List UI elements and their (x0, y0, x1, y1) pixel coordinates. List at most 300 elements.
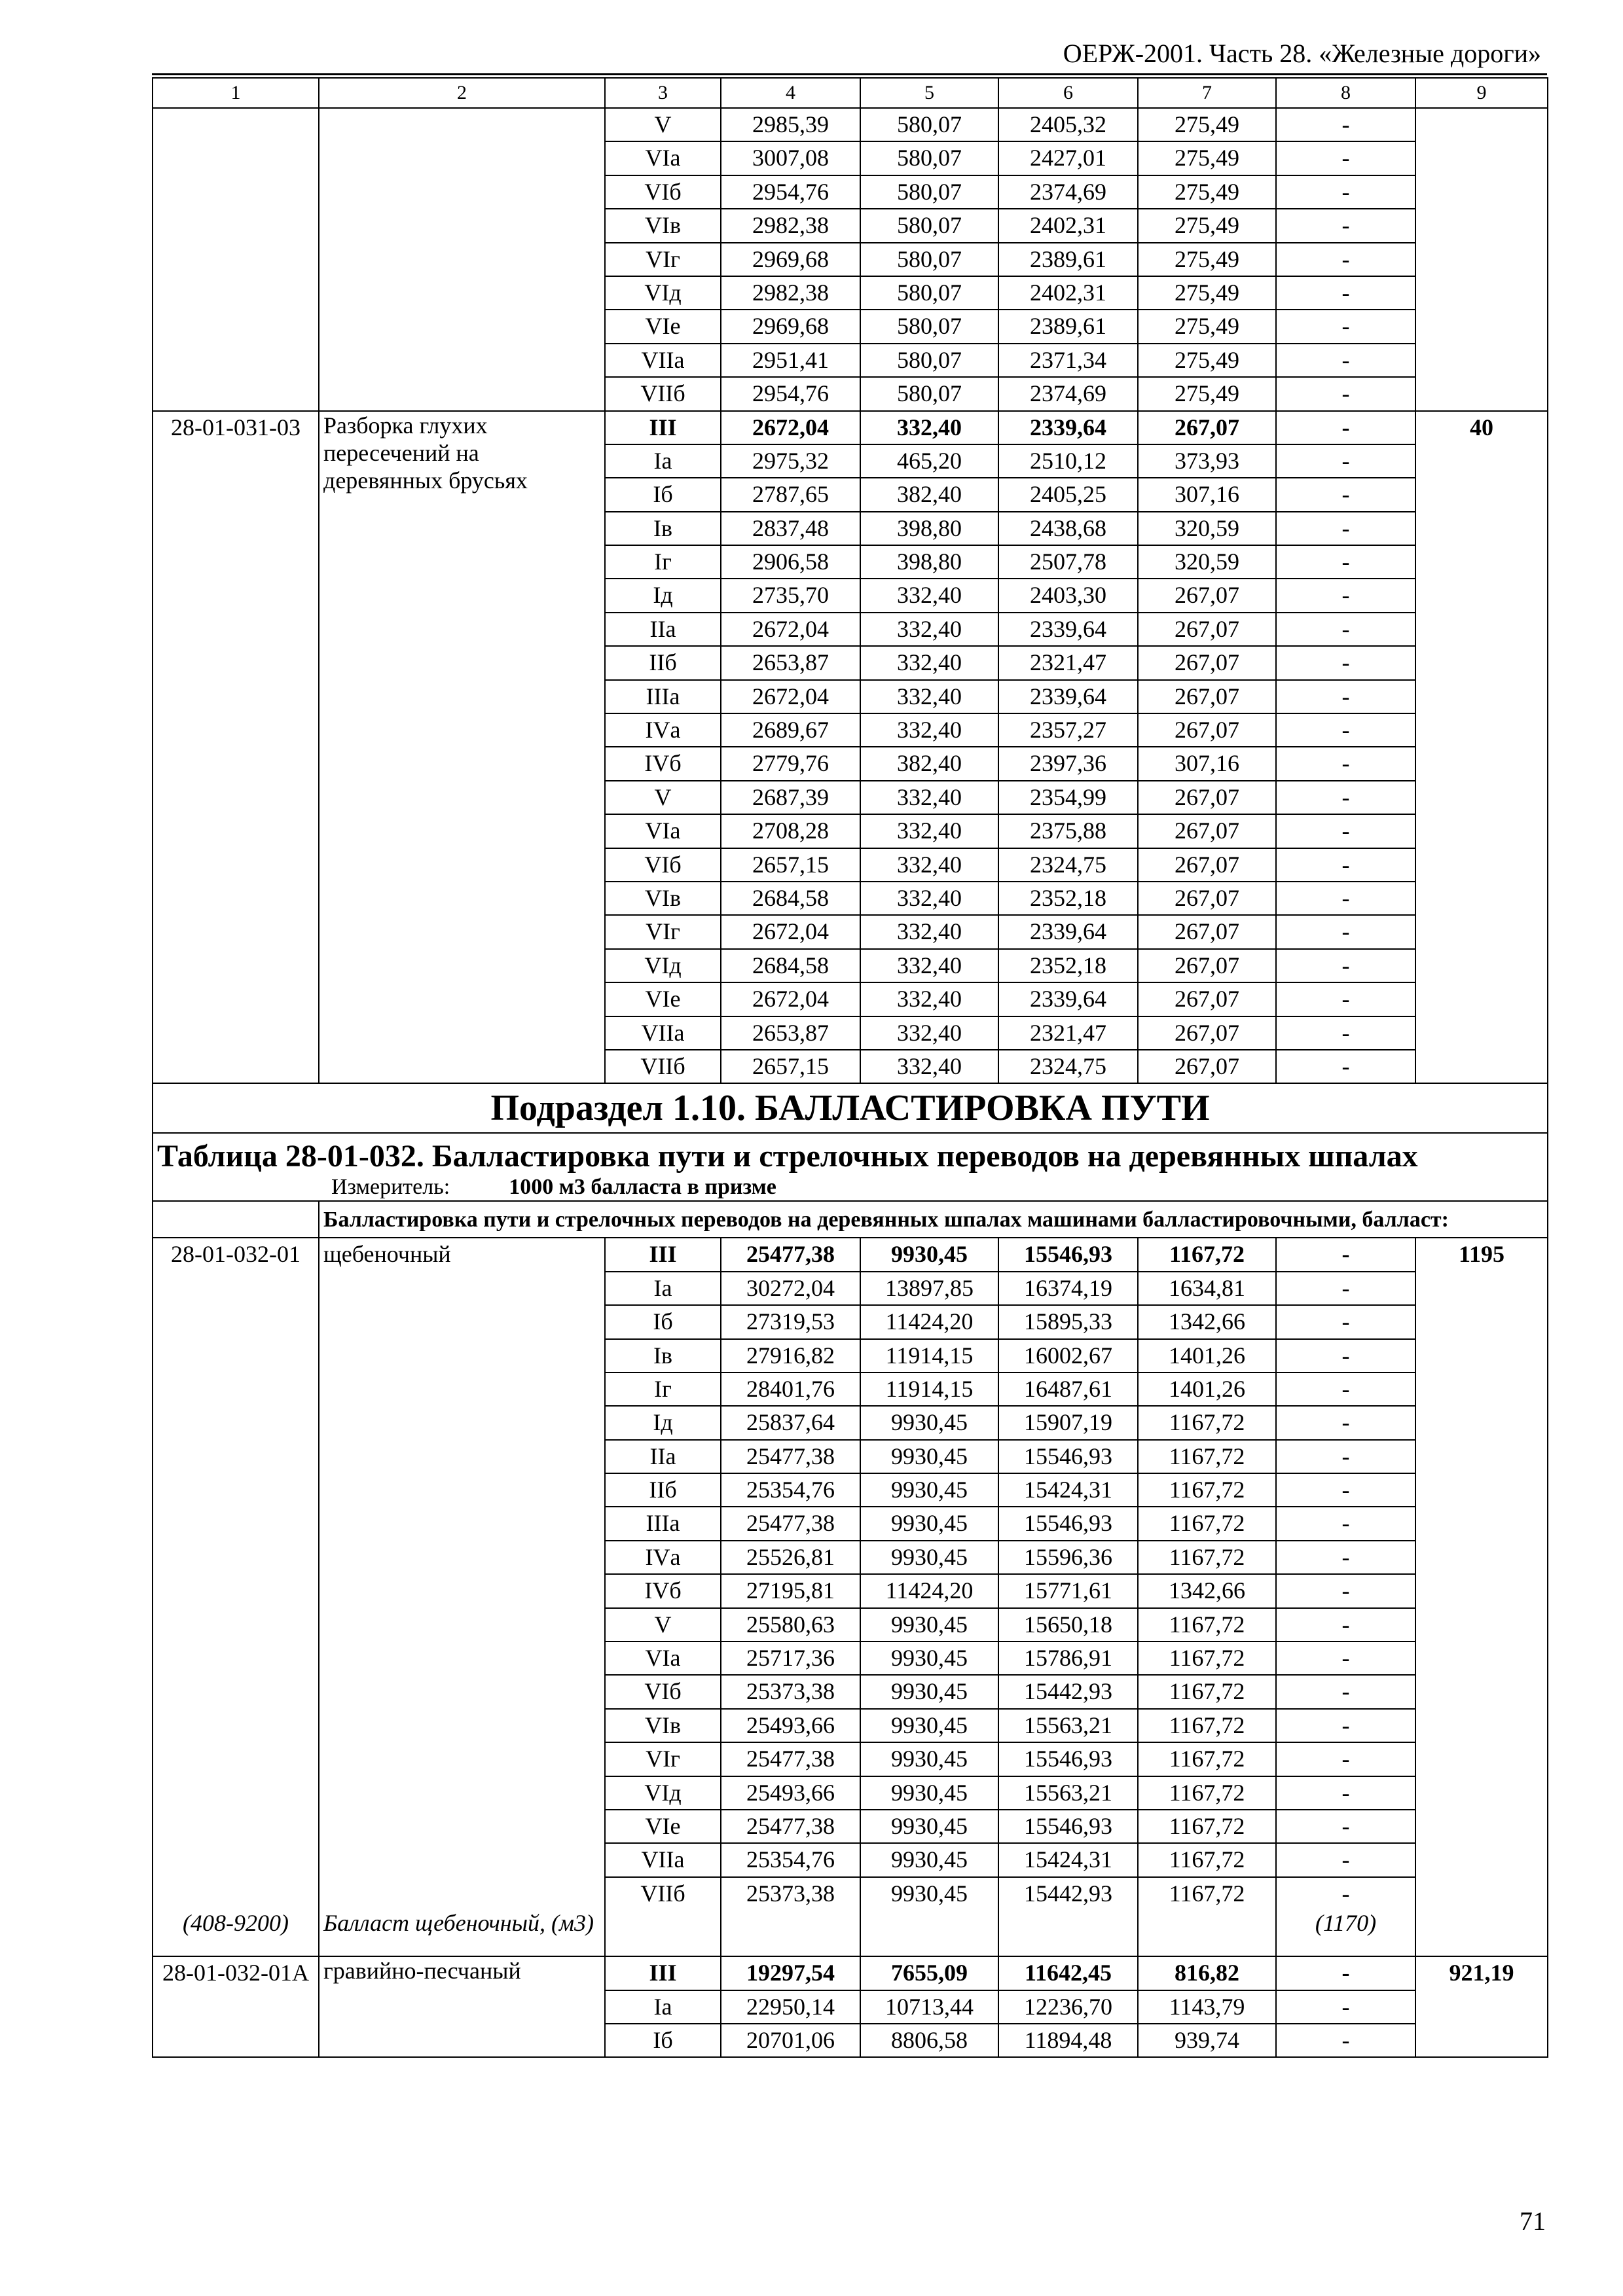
machinist-wages-cell: 275,49 (1138, 377, 1276, 410)
class-cell: VIг (605, 1742, 721, 1776)
column-number: 2 (319, 78, 605, 108)
wages-cell: 9930,45 (860, 1507, 998, 1540)
wages-cell: 332,40 (860, 814, 998, 848)
machines-cell: 2427,01 (998, 141, 1138, 175)
materials-cell: - (1276, 1507, 1415, 1540)
table-row (153, 1956, 1548, 1990)
total-cost-cell: 25580,63 (721, 1608, 860, 1641)
materials-cell: - (1276, 444, 1415, 478)
machinist-wages-cell: 1167,72 (1138, 1238, 1276, 1271)
machinist-wages-cell: 1167,72 (1138, 1843, 1276, 1876)
class-cell: IIIа (605, 1507, 721, 1540)
machinist-wages-cell: 320,59 (1138, 545, 1276, 579)
total-cost-cell: 2982,38 (721, 209, 860, 242)
machinist-wages-cell: 1342,66 (1138, 1574, 1276, 1607)
machines-cell: 2339,64 (998, 411, 1138, 444)
total-cost-cell: 2708,28 (721, 814, 860, 848)
machinist-wages-cell: 267,07 (1138, 680, 1276, 713)
machinist-wages-cell: 267,07 (1138, 411, 1276, 444)
materials-cell: - (1276, 915, 1415, 948)
class-cell: VIв (605, 209, 721, 242)
header-title: ОЕРЖ-2001. Часть 28. «Железные дороги» (1063, 39, 1541, 68)
materials-cell: - (1276, 1473, 1415, 1507)
table-title-row (153, 1133, 1548, 1201)
wages-cell: 9930,45 (860, 1709, 998, 1742)
machinist-wages-cell: 275,49 (1138, 209, 1276, 242)
machines-cell (998, 1877, 1138, 1910)
machinist-wages-cell: 1167,72 (1138, 1709, 1276, 1742)
machines-cell: 2357,27 (998, 713, 1138, 747)
class-cell: IVа (605, 713, 721, 747)
materials-cell: - (1276, 1810, 1415, 1843)
materials-cell: - (1276, 1541, 1415, 1574)
class-cell: VIе (605, 1810, 721, 1843)
column-number: 8 (1276, 78, 1415, 108)
wages-cell: 9930,45 (860, 1675, 998, 1708)
class-cell: VIв (605, 882, 721, 915)
machinist-wages-cell: 267,07 (1138, 982, 1276, 1016)
machines-cell: 15424,31 (998, 1843, 1138, 1876)
total-cost-cell: 25493,66 (721, 1776, 860, 1810)
class-cell: IIб (605, 1473, 721, 1507)
machinist-wages-cell: 1167,72 (1138, 1742, 1276, 1776)
machines-cell: 15786,91 (998, 1641, 1138, 1675)
total-cost-cell: 2657,15 (721, 1050, 860, 1083)
machines-cell: 2405,32 (998, 108, 1138, 141)
total-cost-cell: 2653,87 (721, 1016, 860, 1050)
class-cell: IIIа (605, 680, 721, 713)
class-cell: Iг (605, 1372, 721, 1406)
wages-cell: 332,40 (860, 613, 998, 646)
materials-cell: - (1276, 1641, 1415, 1675)
wages-cell: 7655,09 (860, 1956, 998, 1990)
machinist-wages-cell: 267,07 (1138, 613, 1276, 646)
machinist-wages-cell: 1167,72 (1138, 1641, 1276, 1675)
machinist-wages-cell: 1167,72 (1138, 1406, 1276, 1439)
wages-cell: 9930,45 (860, 1541, 998, 1574)
wages-cell: 332,40 (860, 982, 998, 1016)
machinist-wages-cell: 1342,66 (1138, 1305, 1276, 1338)
total-cost-cell (721, 1877, 860, 1910)
class-cell: V (605, 1608, 721, 1641)
class-value: VIIб (640, 1880, 685, 1907)
class-cell: VIб (605, 848, 721, 882)
materials-cell: - (1276, 949, 1415, 982)
class-cell: Iд (605, 579, 721, 612)
empty-cell (153, 1201, 319, 1238)
code-cell: 28-01-032-01 (153, 1238, 319, 1910)
machines-cell: 15596,36 (998, 1541, 1138, 1574)
wages-cell: 580,07 (860, 243, 998, 276)
materials-cell: - (1276, 1238, 1415, 1271)
column-number: 4 (721, 78, 860, 108)
machines-cell: 2321,47 (998, 1016, 1138, 1050)
total-cost-cell: 2672,04 (721, 982, 860, 1016)
wages-cell: 9930,45 (860, 1608, 998, 1641)
materials-cell: - (1276, 613, 1415, 646)
class-cell: VIе (605, 310, 721, 343)
group-description-row (153, 1201, 1548, 1238)
table-row (153, 1910, 1548, 1956)
machinist-wages-cell: 1167,72 (1138, 1440, 1276, 1473)
materials-cell: - (1276, 1406, 1415, 1439)
table-title-cell (153, 1133, 1548, 1201)
machines-cell: 15907,19 (998, 1406, 1138, 1439)
name-cell (319, 108, 605, 411)
resource-code: (408-9200) (153, 1910, 319, 1956)
wages-cell: 8806,58 (860, 2024, 998, 2057)
wages-cell: 9930,45 (860, 1440, 998, 1473)
total-cost-cell: 20701,06 (721, 2024, 860, 2057)
col9-cell: 921,19 (1415, 1956, 1548, 2057)
total-cost-cell: 2985,39 (721, 108, 860, 141)
wages-cell: 9930,45 (860, 1406, 998, 1439)
materials-cell: - (1276, 175, 1415, 209)
column-number: 1 (153, 78, 319, 108)
materials-cell: - (1276, 141, 1415, 175)
class-cell: III (605, 1238, 721, 1271)
machinist-wages-cell: 267,07 (1138, 848, 1276, 882)
class-cell: VIа (605, 141, 721, 175)
name-cell: гравийно-песчаный (319, 1956, 605, 2057)
machines-cell: 15895,33 (998, 1305, 1138, 1338)
total-cost-cell: 2969,68 (721, 243, 860, 276)
column-number: 9 (1415, 78, 1548, 108)
machines-cell: 15424,31 (998, 1473, 1138, 1507)
class-cell: Iг (605, 545, 721, 579)
machines-cell: 2403,30 (998, 579, 1138, 612)
class-cell: V (605, 781, 721, 814)
column-number-row (153, 78, 1548, 108)
class-cell: Iв (605, 512, 721, 545)
total-cost-cell: 25837,64 (721, 1406, 860, 1439)
class-cell: VIа (605, 814, 721, 848)
machinist-wages-cell: 267,07 (1138, 915, 1276, 948)
machinist-wages-cell: 373,93 (1138, 444, 1276, 478)
class-cell: VIе (605, 982, 721, 1016)
wages-cell: 9930,45 (860, 1473, 998, 1507)
wages-cell: 580,07 (860, 108, 998, 141)
column-number: 7 (1138, 78, 1276, 108)
code-cell: 28-01-031-03 (153, 411, 319, 1084)
wages-cell: 9930,45 (860, 1776, 998, 1810)
machinist-wages-cell: 1167,72 (1138, 1810, 1276, 1843)
col9-cell (1415, 108, 1548, 411)
machines-cell: 2339,64 (998, 982, 1138, 1016)
column-number: 3 (605, 78, 721, 108)
class-cell: VIг (605, 915, 721, 948)
materials-cell: - (1276, 1016, 1415, 1050)
total-cost-cell: 25477,38 (721, 1440, 860, 1473)
empty-cell (721, 1910, 860, 1956)
machines-cell: 15546,93 (998, 1440, 1138, 1473)
machinist-wages-cell: 320,59 (1138, 512, 1276, 545)
wages-cell: 332,40 (860, 1050, 998, 1083)
code-cell (153, 108, 319, 411)
machinist-wages-cell: 275,49 (1138, 276, 1276, 310)
class-cell (605, 1877, 721, 1910)
total-cost-cell: 2954,76 (721, 377, 860, 410)
materials-cell: - (1276, 243, 1415, 276)
machines-cell: 2352,18 (998, 949, 1138, 982)
machines-value: 15442,93 (1024, 1880, 1112, 1907)
class-cell: Iд (605, 1406, 721, 1439)
col9-cell: 1195 (1415, 1238, 1548, 1956)
class-cell: IVб (605, 1574, 721, 1607)
total-cost-cell: 25526,81 (721, 1541, 860, 1574)
machinist-wages-cell: 1167,72 (1138, 1473, 1276, 1507)
machines-cell: 2375,88 (998, 814, 1138, 848)
machinist-wages-cell: 267,07 (1138, 579, 1276, 612)
materials-cell: - (1276, 2024, 1415, 2057)
materials-cell: - (1276, 209, 1415, 242)
machines-cell: 2354,99 (998, 781, 1138, 814)
class-cell: VIIа (605, 1843, 721, 1876)
machinist-wages-cell: 1167,72 (1138, 1541, 1276, 1574)
materials-cell: - (1276, 310, 1415, 343)
materials-cell: - (1276, 1990, 1415, 2024)
class-cell: IIа (605, 1440, 721, 1473)
machinist-wages-cell: 1167,72 (1138, 1776, 1276, 1810)
wages-cell: 580,07 (860, 310, 998, 343)
wages-cell: 9930,45 (860, 1810, 998, 1843)
machines-cell: 11642,45 (998, 1956, 1138, 1990)
materials-cell: - (1276, 1608, 1415, 1641)
class-cell: Iа (605, 444, 721, 478)
machines-cell: 2507,78 (998, 545, 1138, 579)
total-cost-cell: 2672,04 (721, 680, 860, 713)
class-cell: Iа (605, 1272, 721, 1305)
machinist-wages-cell: 267,07 (1138, 713, 1276, 747)
wages-cell: 9930,45 (860, 1742, 998, 1776)
class-cell: Iб (605, 1305, 721, 1338)
materials-cell: - (1276, 344, 1415, 377)
class-cell: III (605, 411, 721, 444)
table-row (153, 411, 1548, 444)
machines-cell: 15563,21 (998, 1776, 1138, 1810)
empty-cell (1138, 1910, 1276, 1956)
machinist-wages-cell: 816,82 (1138, 1956, 1276, 1990)
total-cost-cell: 2787,65 (721, 478, 860, 511)
machinist-wages-cell: 1167,72 (1138, 1507, 1276, 1540)
wages-cell: 11914,15 (860, 1372, 998, 1406)
total-cost-cell: 27916,82 (721, 1339, 860, 1372)
materials-cell: - (1276, 1956, 1415, 1990)
wages-cell: 332,40 (860, 680, 998, 713)
machinist-wages-cell: 267,07 (1138, 814, 1276, 848)
class-cell: VIб (605, 175, 721, 209)
empty-cell (605, 1910, 721, 1956)
empty-cell (998, 1910, 1138, 1956)
wages-cell: 11424,20 (860, 1574, 998, 1607)
wages-cell: 465,20 (860, 444, 998, 478)
machines-cell: 15546,93 (998, 1810, 1138, 1843)
total-cost-cell: 2657,15 (721, 848, 860, 882)
machines-cell: 2438,68 (998, 512, 1138, 545)
wages-cell: 580,07 (860, 276, 998, 310)
total-cost-cell: 2684,58 (721, 882, 860, 915)
total-cost-cell: 25477,38 (721, 1742, 860, 1776)
total-cost-cell: 25477,38 (721, 1238, 860, 1271)
machines-cell: 2339,64 (998, 915, 1138, 948)
machines-cell: 2352,18 (998, 882, 1138, 915)
machinist-wages-cell: 275,49 (1138, 243, 1276, 276)
machines-cell: 2321,47 (998, 646, 1138, 679)
wages-cell: 9930,45 (860, 1641, 998, 1675)
total-cost-cell: 2982,38 (721, 276, 860, 310)
meter (157, 1174, 1543, 1200)
machines-cell: 2510,12 (998, 444, 1138, 478)
materials-cell: - (1276, 108, 1415, 141)
materials-cell: - (1276, 646, 1415, 679)
machines-cell: 2402,31 (998, 276, 1138, 310)
table-row (153, 1238, 1548, 1271)
materials-cell: - (1276, 1675, 1415, 1708)
class-cell: IVб (605, 747, 721, 780)
machinist-wages-cell: 1634,81 (1138, 1272, 1276, 1305)
materials-cell: - (1276, 1339, 1415, 1372)
total-cost-cell: 2779,76 (721, 747, 860, 780)
machines-cell: 15546,93 (998, 1238, 1138, 1271)
machinist-wages-cell: 275,49 (1138, 141, 1276, 175)
machinist-wages-cell: 307,16 (1138, 478, 1276, 511)
class-cell: V (605, 108, 721, 141)
machinist-wages-cell: 939,74 (1138, 2024, 1276, 2057)
machines-cell: 15563,21 (998, 1709, 1138, 1742)
materials-cell: - (1276, 478, 1415, 511)
subsection-title: Подраздел 1.10. БАЛЛАСТИРОВКА ПУТИ (153, 1083, 1548, 1133)
name-cell: Разборка глухих пересечений на деревянных брусьях (319, 411, 605, 1084)
class-cell: VIд (605, 949, 721, 982)
class-cell: VIIа (605, 1016, 721, 1050)
materials-cell: - (1276, 982, 1415, 1016)
class-cell: IIа (605, 613, 721, 646)
machines-cell: 2371,34 (998, 344, 1138, 377)
total-cost-cell: 22950,14 (721, 1990, 860, 2024)
total-cost-cell: 30272,04 (721, 1272, 860, 1305)
machinist-wages-cell: 267,07 (1138, 882, 1276, 915)
machines-cell: 2405,25 (998, 478, 1138, 511)
table-title: Таблица 28-01-032. Балластировка пути и стрелочных переводов на деревянных шпалах (157, 1139, 1418, 1174)
total-cost-cell: 25717,36 (721, 1641, 860, 1675)
total-cost-cell: 27319,53 (721, 1305, 860, 1338)
machines-cell: 2389,61 (998, 243, 1138, 276)
materials-cell: - (1276, 848, 1415, 882)
wages-cell: 332,40 (860, 1016, 998, 1050)
wages-cell: 332,40 (860, 713, 998, 747)
materials-cell: - (1276, 1440, 1415, 1473)
materials-cell: - (1276, 1709, 1415, 1742)
machinist-wages-cell: 267,07 (1138, 949, 1276, 982)
total-cost-cell: 3007,08 (721, 141, 860, 175)
machines-cell: 16002,67 (998, 1339, 1138, 1372)
page-number: 71 (1520, 2206, 1546, 2236)
machinist-wages-cell: 267,07 (1138, 1050, 1276, 1083)
machines-cell: 16374,19 (998, 1272, 1138, 1305)
total-cost-cell: 2837,48 (721, 512, 860, 545)
wages-cell: 9930,45 (860, 1843, 998, 1876)
class-cell: Iа (605, 1990, 721, 2024)
machines-cell: 2402,31 (998, 209, 1138, 242)
machines-cell: 2339,64 (998, 613, 1138, 646)
column-number: 5 (860, 78, 998, 108)
class-cell: IIб (605, 646, 721, 679)
machinist-wages-value: 1167,72 (1169, 1880, 1245, 1907)
total-cost-cell: 2951,41 (721, 344, 860, 377)
rates-table (152, 77, 1548, 2058)
machinist-wages-cell: 1167,72 (1138, 1675, 1276, 1708)
materials-cell: - (1276, 512, 1415, 545)
machines-cell: 12236,70 (998, 1990, 1138, 2024)
wages-cell: 580,07 (860, 344, 998, 377)
class-cell: VIд (605, 276, 721, 310)
class-cell: VIб (605, 1675, 721, 1708)
meter-label: Измеритель: (331, 1175, 450, 1200)
machinist-wages-cell: 275,49 (1138, 344, 1276, 377)
wages-cell: 398,80 (860, 512, 998, 545)
machinist-wages-cell: 307,16 (1138, 747, 1276, 780)
wages-cell: 332,40 (860, 915, 998, 948)
header-rule (152, 73, 1547, 75)
class-cell: VIIб (605, 377, 721, 410)
total-cost-cell: 2684,58 (721, 949, 860, 982)
machinist-wages-cell: 267,07 (1138, 646, 1276, 679)
materials-cell: - (1276, 882, 1415, 915)
machines-cell: 15650,18 (998, 1608, 1138, 1641)
class-cell: VIа (605, 1641, 721, 1675)
machines-cell: 15546,93 (998, 1742, 1138, 1776)
wages-cell (860, 1877, 998, 1910)
class-cell: VIIа (605, 344, 721, 377)
wages-cell: 580,07 (860, 175, 998, 209)
total-cost-cell: 2906,58 (721, 545, 860, 579)
materials-cell: - (1276, 814, 1415, 848)
materials-cell: - (1276, 1843, 1415, 1876)
table-row (153, 108, 1548, 141)
machines-cell: 2374,69 (998, 175, 1138, 209)
class-cell: IVа (605, 1541, 721, 1574)
total-cost-cell: 28401,76 (721, 1372, 860, 1406)
materials-cell: - (1276, 411, 1415, 444)
wages-cell: 580,07 (860, 377, 998, 410)
materials-cell (1276, 1877, 1415, 1910)
total-cost-cell: 2689,67 (721, 713, 860, 747)
machines-cell: 2389,61 (998, 310, 1138, 343)
class-cell: VIIб (605, 1050, 721, 1083)
materials-cell: - (1276, 545, 1415, 579)
machines-cell: 15442,93 (998, 1675, 1138, 1708)
materials-cell: - (1276, 1372, 1415, 1406)
materials-cell: - (1276, 747, 1415, 780)
wages-cell: 332,40 (860, 411, 998, 444)
wages-cell: 382,40 (860, 478, 998, 511)
total-cost-cell: 2975,32 (721, 444, 860, 478)
wages-value: 9930,45 (891, 1880, 968, 1907)
machinist-wages-cell: 275,49 (1138, 310, 1276, 343)
wages-cell: 382,40 (860, 747, 998, 780)
total-cost-cell: 19297,54 (721, 1956, 860, 1990)
machines-cell: 2339,64 (998, 680, 1138, 713)
total-cost-cell: 2672,04 (721, 613, 860, 646)
machines-cell: 15546,93 (998, 1507, 1138, 1540)
rates-table-body (153, 78, 1548, 2057)
materials-cell: - (1276, 276, 1415, 310)
total-cost-cell: 25354,76 (721, 1473, 860, 1507)
materials-cell: - (1276, 1574, 1415, 1607)
wages-cell: 11914,15 (860, 1339, 998, 1372)
machinist-wages-cell: 267,07 (1138, 781, 1276, 814)
machinist-wages-cell: 1167,72 (1138, 1608, 1276, 1641)
